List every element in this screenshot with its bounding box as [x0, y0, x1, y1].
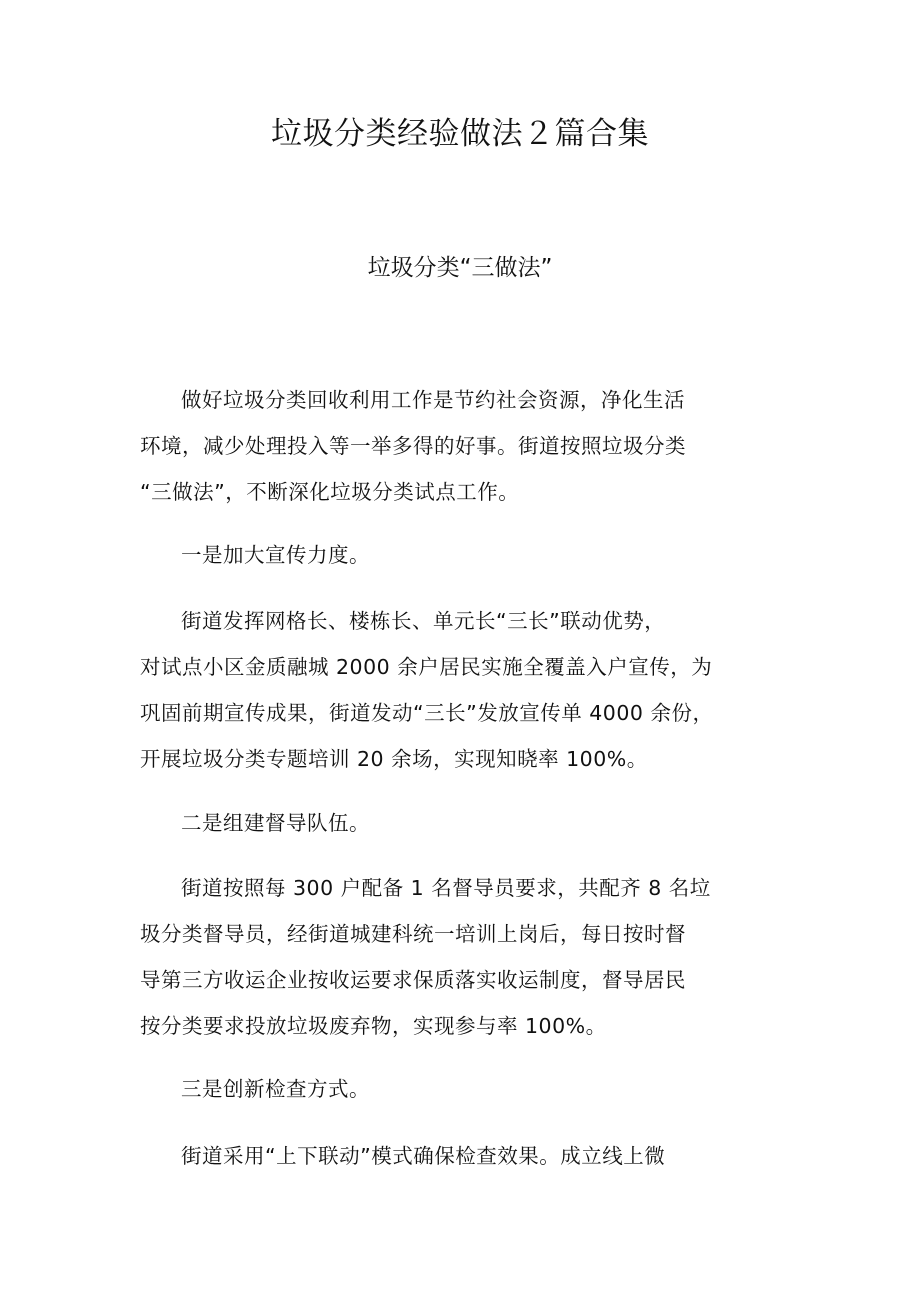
paragraph-line: 一是加大宣传力度。 — [181, 543, 370, 567]
paragraph-line: 三是创新检查方式。 — [181, 1077, 370, 1101]
heading-inspection — [140, 1066, 782, 1112]
paragraph-supervision — [140, 865, 782, 1049]
paragraph-line: 开展垃圾分类专题培训 20 余场，实现知晓率 100%。 — [140, 747, 648, 771]
document-title: 垃圾分类经验做法２篇合集 — [271, 116, 649, 152]
paragraph-line: 对试点小区金质融城 2000 余户居民实施全覆盖入户宣传，为 — [140, 655, 713, 679]
section-title: 垃圾分类“三做法” — [367, 255, 553, 281]
heading-publicity — [140, 532, 782, 578]
paragraph-line: 环境，减少处理投入等一举多得的好事。街道按照垃圾分类 — [140, 434, 686, 458]
paragraph-line: 导第三方收运企业按收运要求保质落实收运制度，督导居民 — [140, 968, 686, 992]
paragraph-publicity — [140, 598, 782, 782]
paragraph-line: 街道按照每 300 户配备 1 名督导员要求，共配齐 8 名垃 — [181, 876, 711, 900]
paragraph-line: “三做法”，不断深化垃圾分类试点工作。 — [140, 480, 520, 504]
paragraph-intro — [140, 377, 782, 515]
paragraph-line: 街道采用“上下联动”模式确保检查效果。成立线上微 — [181, 1144, 666, 1168]
paragraph-inspection — [140, 1133, 782, 1179]
heading-supervision — [140, 800, 782, 846]
paragraph-line: 按分类要求投放垃圾废弃物，实现参与率 100%。 — [140, 1014, 607, 1038]
paragraph-line: 街道发挥网格长、楼栋长、单元长“三长”联动优势， — [181, 609, 666, 633]
paragraph-line: 圾分类督导员，经街道城建科统一培训上岗后，每日按时督 — [140, 922, 686, 946]
paragraph-line: 巩固前期宣传成果，街道发动“三长”发放宣传单 4000 余份， — [140, 701, 714, 725]
paragraph-line: 二是组建督导队伍。 — [181, 811, 370, 835]
paragraph-line: 做好垃圾分类回收利用工作是节约社会资源，净化生活 — [181, 388, 685, 412]
